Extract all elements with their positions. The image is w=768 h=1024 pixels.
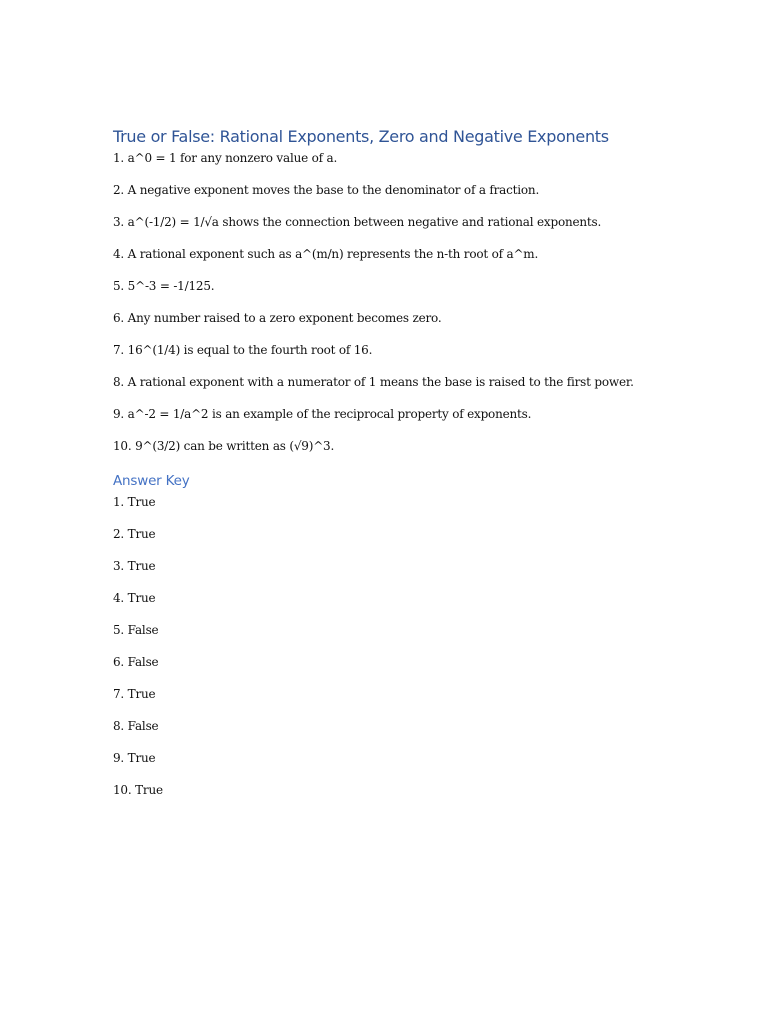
document-page bbox=[113, 126, 733, 812]
answer-list bbox=[113, 492, 733, 812]
answer-item: 7. True bbox=[113, 687, 156, 701]
answer-item: 10. True bbox=[113, 783, 163, 797]
question-item: 10. 9^(3/2) can be written as (√9)^3. bbox=[113, 439, 335, 453]
question-item: 8. A rational exponent with a numerator of 1 means the base is raised to the first power. bbox=[113, 375, 634, 389]
answer-key-section bbox=[113, 470, 733, 812]
question-item: 2. A negative exponent moves the base to the denominator of a fraction. bbox=[113, 183, 540, 197]
question-item: 7. 16^(1/4) is equal to the fourth root of 16. bbox=[113, 343, 373, 357]
question-item: 6. Any number raised to a zero exponent becomes zero. bbox=[113, 311, 442, 325]
question-item: 1. a^0 = 1 for any nonzero value of a. bbox=[113, 151, 338, 165]
question-item: 5. 5^-3 = -1/125. bbox=[113, 279, 215, 293]
question-item: 3. a^(-1/2) = 1/√a shows the connection between negative and rational exponents. bbox=[113, 215, 602, 229]
question-item: 4. A rational exponent such as a^(m/n) represents the n-th root of a^m. bbox=[113, 247, 539, 261]
answer-item: 8. False bbox=[113, 719, 159, 733]
answer-item: 4. True bbox=[113, 591, 156, 605]
answer-key-heading: Answer Key bbox=[113, 473, 190, 489]
answer-item: 1. True bbox=[113, 495, 156, 509]
document-title: True or False: Rational Exponents, Zero and Negative Exponents bbox=[113, 127, 609, 146]
question-item: 9. a^-2 = 1/a^2 is an example of the reciprocal property of exponents. bbox=[113, 407, 532, 421]
answer-item: 2. True bbox=[113, 527, 156, 541]
answer-item: 6. False bbox=[113, 655, 159, 669]
question-list bbox=[113, 148, 733, 468]
answer-item: 5. False bbox=[113, 623, 159, 637]
answer-item: 3. True bbox=[113, 559, 156, 573]
answer-item: 9. True bbox=[113, 751, 156, 765]
